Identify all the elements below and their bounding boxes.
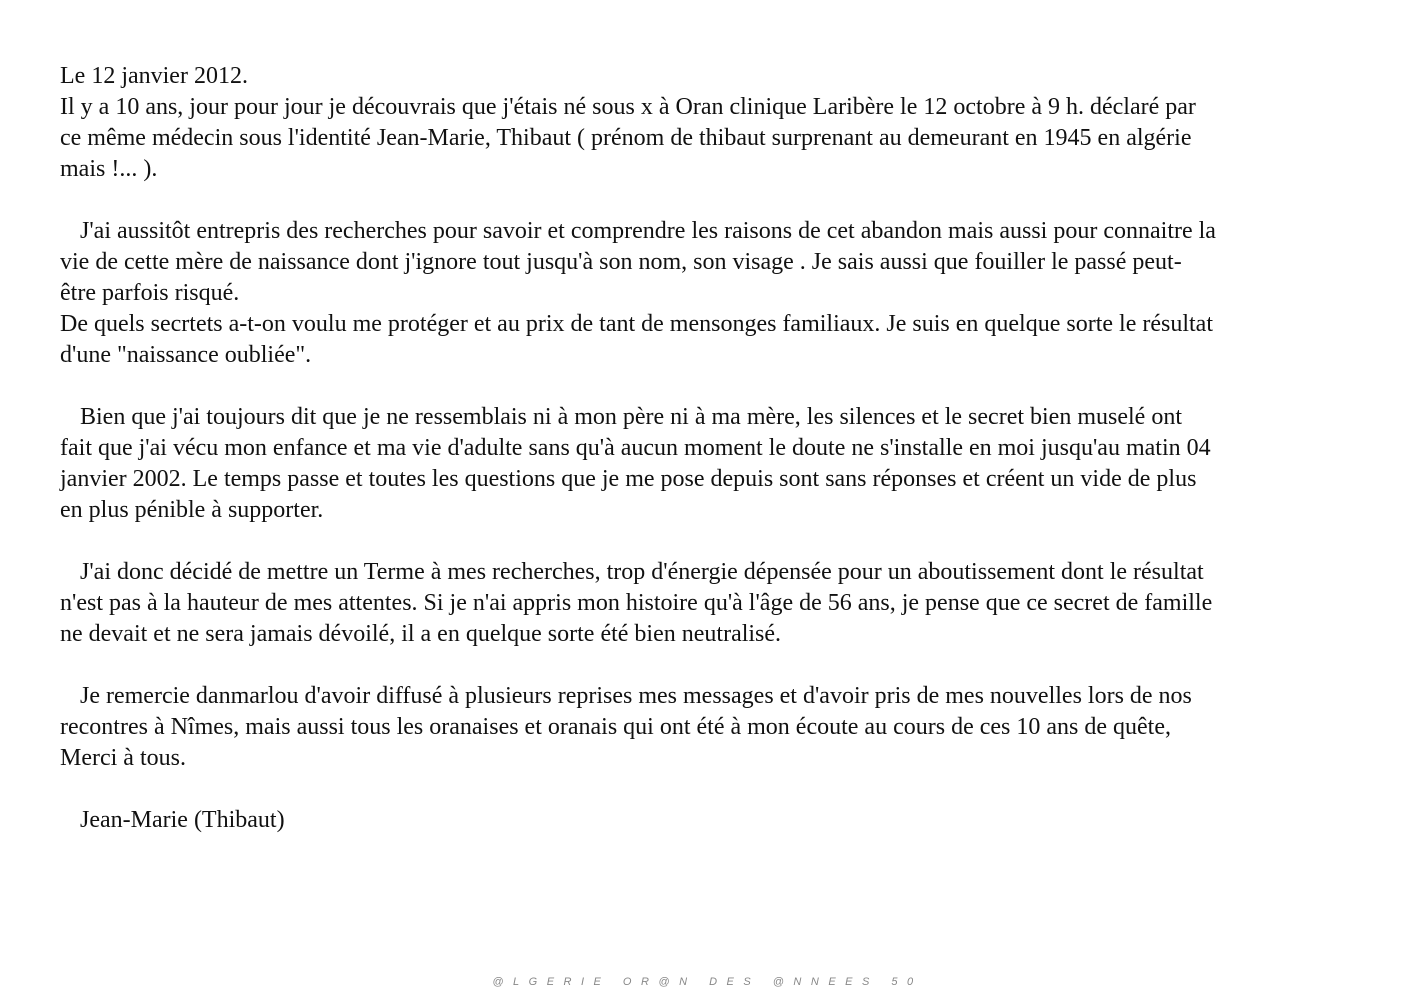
paragraph-line: ne devait et ne sera jamais dévoilé, il a en quelque sorte été bien neutralisé. — [60, 621, 782, 647]
paragraph-5 — [60, 681, 1360, 774]
paragraph-line: Il y a 10 ans, jour pour jour je découvrais que j'étais né sous x à Oran clinique Laribère le 12 octobre à 9 h. déclaré par — [60, 94, 1196, 120]
signature: Jean-Marie (Thibaut) — [80, 807, 285, 833]
letter-date: Le 12 janvier 2012. — [60, 63, 248, 89]
paragraph-line: fait que j'ai vécu mon enfance et ma vie d'adulte sans qu'à aucun moment le doute ne s'installe en moi jusqu'au matin 04 — [60, 435, 1211, 461]
paragraph-line: Merci à tous. — [60, 745, 186, 771]
paragraph-1 — [60, 92, 1360, 185]
paragraph-gap — [60, 526, 1360, 557]
paragraph-line: vie de cette mère de naissance dont j'ignore tout jusqu'à son nom, son visage . Je sais aussi que fouiller le passé peut- — [60, 249, 1182, 275]
paragraph-gap — [60, 774, 1360, 805]
paragraph-gap — [60, 650, 1360, 681]
paragraph-line: mais !... ). — [60, 156, 158, 182]
paragraph-line: recontres à Nîmes, mais aussi tous les oranaises et oranais qui ont été à mon écoute au cours de ces 10 ans de quête, — [60, 714, 1171, 740]
paragraph-line: n'est pas à la hauteur de mes attentes. Si je n'ai appris mon histoire qu'à l'âge de 56 ans, je pense que ce secret de famille — [60, 590, 1213, 616]
paragraph-4 — [60, 557, 1360, 650]
paragraph-2 — [60, 216, 1360, 371]
paragraph-line: De quels secrtets a-t-on voulu me protéger et au prix de tant de mensonges familiaux. Je suis en quelque sorte le résultat — [60, 311, 1213, 337]
paragraph-line: d'une "naissance oubliée". — [60, 342, 312, 368]
paragraph-line: ce même médecin sous l'identité Jean-Marie, Thibaut ( prénom de thibaut surprenant au demeurant en 1945 en algérie — [60, 125, 1192, 151]
paragraph-3 — [60, 402, 1360, 526]
paragraph-line: Bien que j'ai toujours dit que je ne ressemblais ni à mon père ni à ma mère, les silences et le secret bien muselé ont — [80, 404, 1182, 430]
letter-body — [60, 61, 1360, 836]
paragraph-line: J'ai aussitôt entrepris des recherches pour savoir et comprendre les raisons de cet abandon mais aussi pour connaitre la — [80, 218, 1216, 244]
paragraph-line: janvier 2002. Le temps passe et toutes les questions que je me pose depuis sont sans réponses et créent un vide de plus — [60, 466, 1197, 492]
paragraph-line: être parfois risqué. — [60, 280, 240, 306]
footer-watermark: @LGERIE OR@N DES @NNEES 50 — [492, 976, 923, 988]
paragraph-line: en plus pénible à supporter. — [60, 497, 324, 523]
paragraph-line: Je remercie danmarlou d'avoir diffusé à plusieurs reprises mes messages et d'avoir pris de mes nouvelles lors de nos — [80, 683, 1192, 709]
paragraph-line: J'ai donc décidé de mettre un Terme à mes recherches, trop d'énergie dépensée pour un aboutissement dont le résultat — [80, 559, 1204, 585]
paragraph-gap — [60, 185, 1360, 216]
paragraph-gap — [60, 371, 1360, 402]
